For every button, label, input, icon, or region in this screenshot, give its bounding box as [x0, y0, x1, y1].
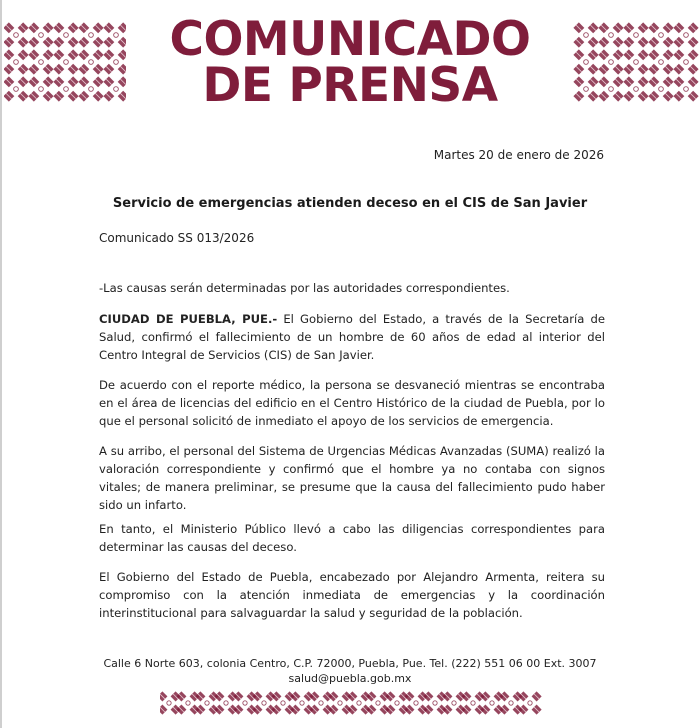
floral-pattern-icon — [160, 690, 542, 718]
paragraph-5 — [99, 568, 605, 622]
dateline: CIUDAD DE PUEBLA, PUE.- — [99, 312, 278, 326]
header-title-line2: DE PRENSA — [202, 58, 498, 113]
paragraph-2 — [99, 376, 605, 430]
reference-number: Comunicado SS 013/2026 — [99, 231, 255, 245]
paragraph-4 — [99, 520, 605, 556]
paragraph-text: De acuerdo con el reporte médico, la persona se desvaneció mientras se encontraba en el área de licencias del edificio en el Centro Histórico de la ciudad de Puebla, por lo que el personal solicitó de inmediato el apoyo de los servicios de emergencia. — [99, 378, 605, 428]
subtitle-text: -Las causas serán determinadas por las autoridades correspondientes. — [99, 281, 510, 295]
footer-email[interactable]: salud@puebla.gob.mx — [288, 672, 412, 685]
footer-address: Calle 6 Norte 603, colonia Centro, C.P. 72000, Puebla, Pue. Tel. (222) 551 06 00 Ext. 3007 — [103, 657, 597, 670]
paragraph-3 — [99, 442, 605, 514]
paragraph-text: El Gobierno del Estado de Puebla, encabezado por Alejandro Armenta, reitera su compromiso con la atención inmediata de emergencias y la coordinación interinstitucional para salvaguardar la salud y seguridad de la población. — [99, 570, 605, 620]
document-date: Martes 20 de enero de 2026 — [433, 148, 604, 162]
paragraph-text: A su arribo, el personal del Sistema de Urgencias Médicas Avanzadas (SUMA) realizó la valoración correspondiente y confirmó que el hombre ya no contaba con signos vitales; de manera preliminar, se presume que la causa del fallecimiento pudo haber sido un infarto. — [99, 444, 605, 512]
header-title-line1: COMUNICADO — [169, 12, 531, 67]
subtitle — [99, 279, 605, 297]
paragraph-1 — [99, 310, 605, 364]
paragraph-text: El Gobierno del Estado, a través de la Secretaría de Salud, confirmó el fallecimiento de un hombre de 60 años de edad al interior del Centro Integral de Servicios (CIS) de San Javier. — [99, 312, 605, 362]
paragraph-text: En tanto, el Ministerio Público llevó a cabo las diligencias correspondientes para determinar las causas del deceso. — [99, 522, 605, 554]
document-title: Servicio de emergencias atienden deceso en el CIS de San Javier — [112, 196, 588, 211]
